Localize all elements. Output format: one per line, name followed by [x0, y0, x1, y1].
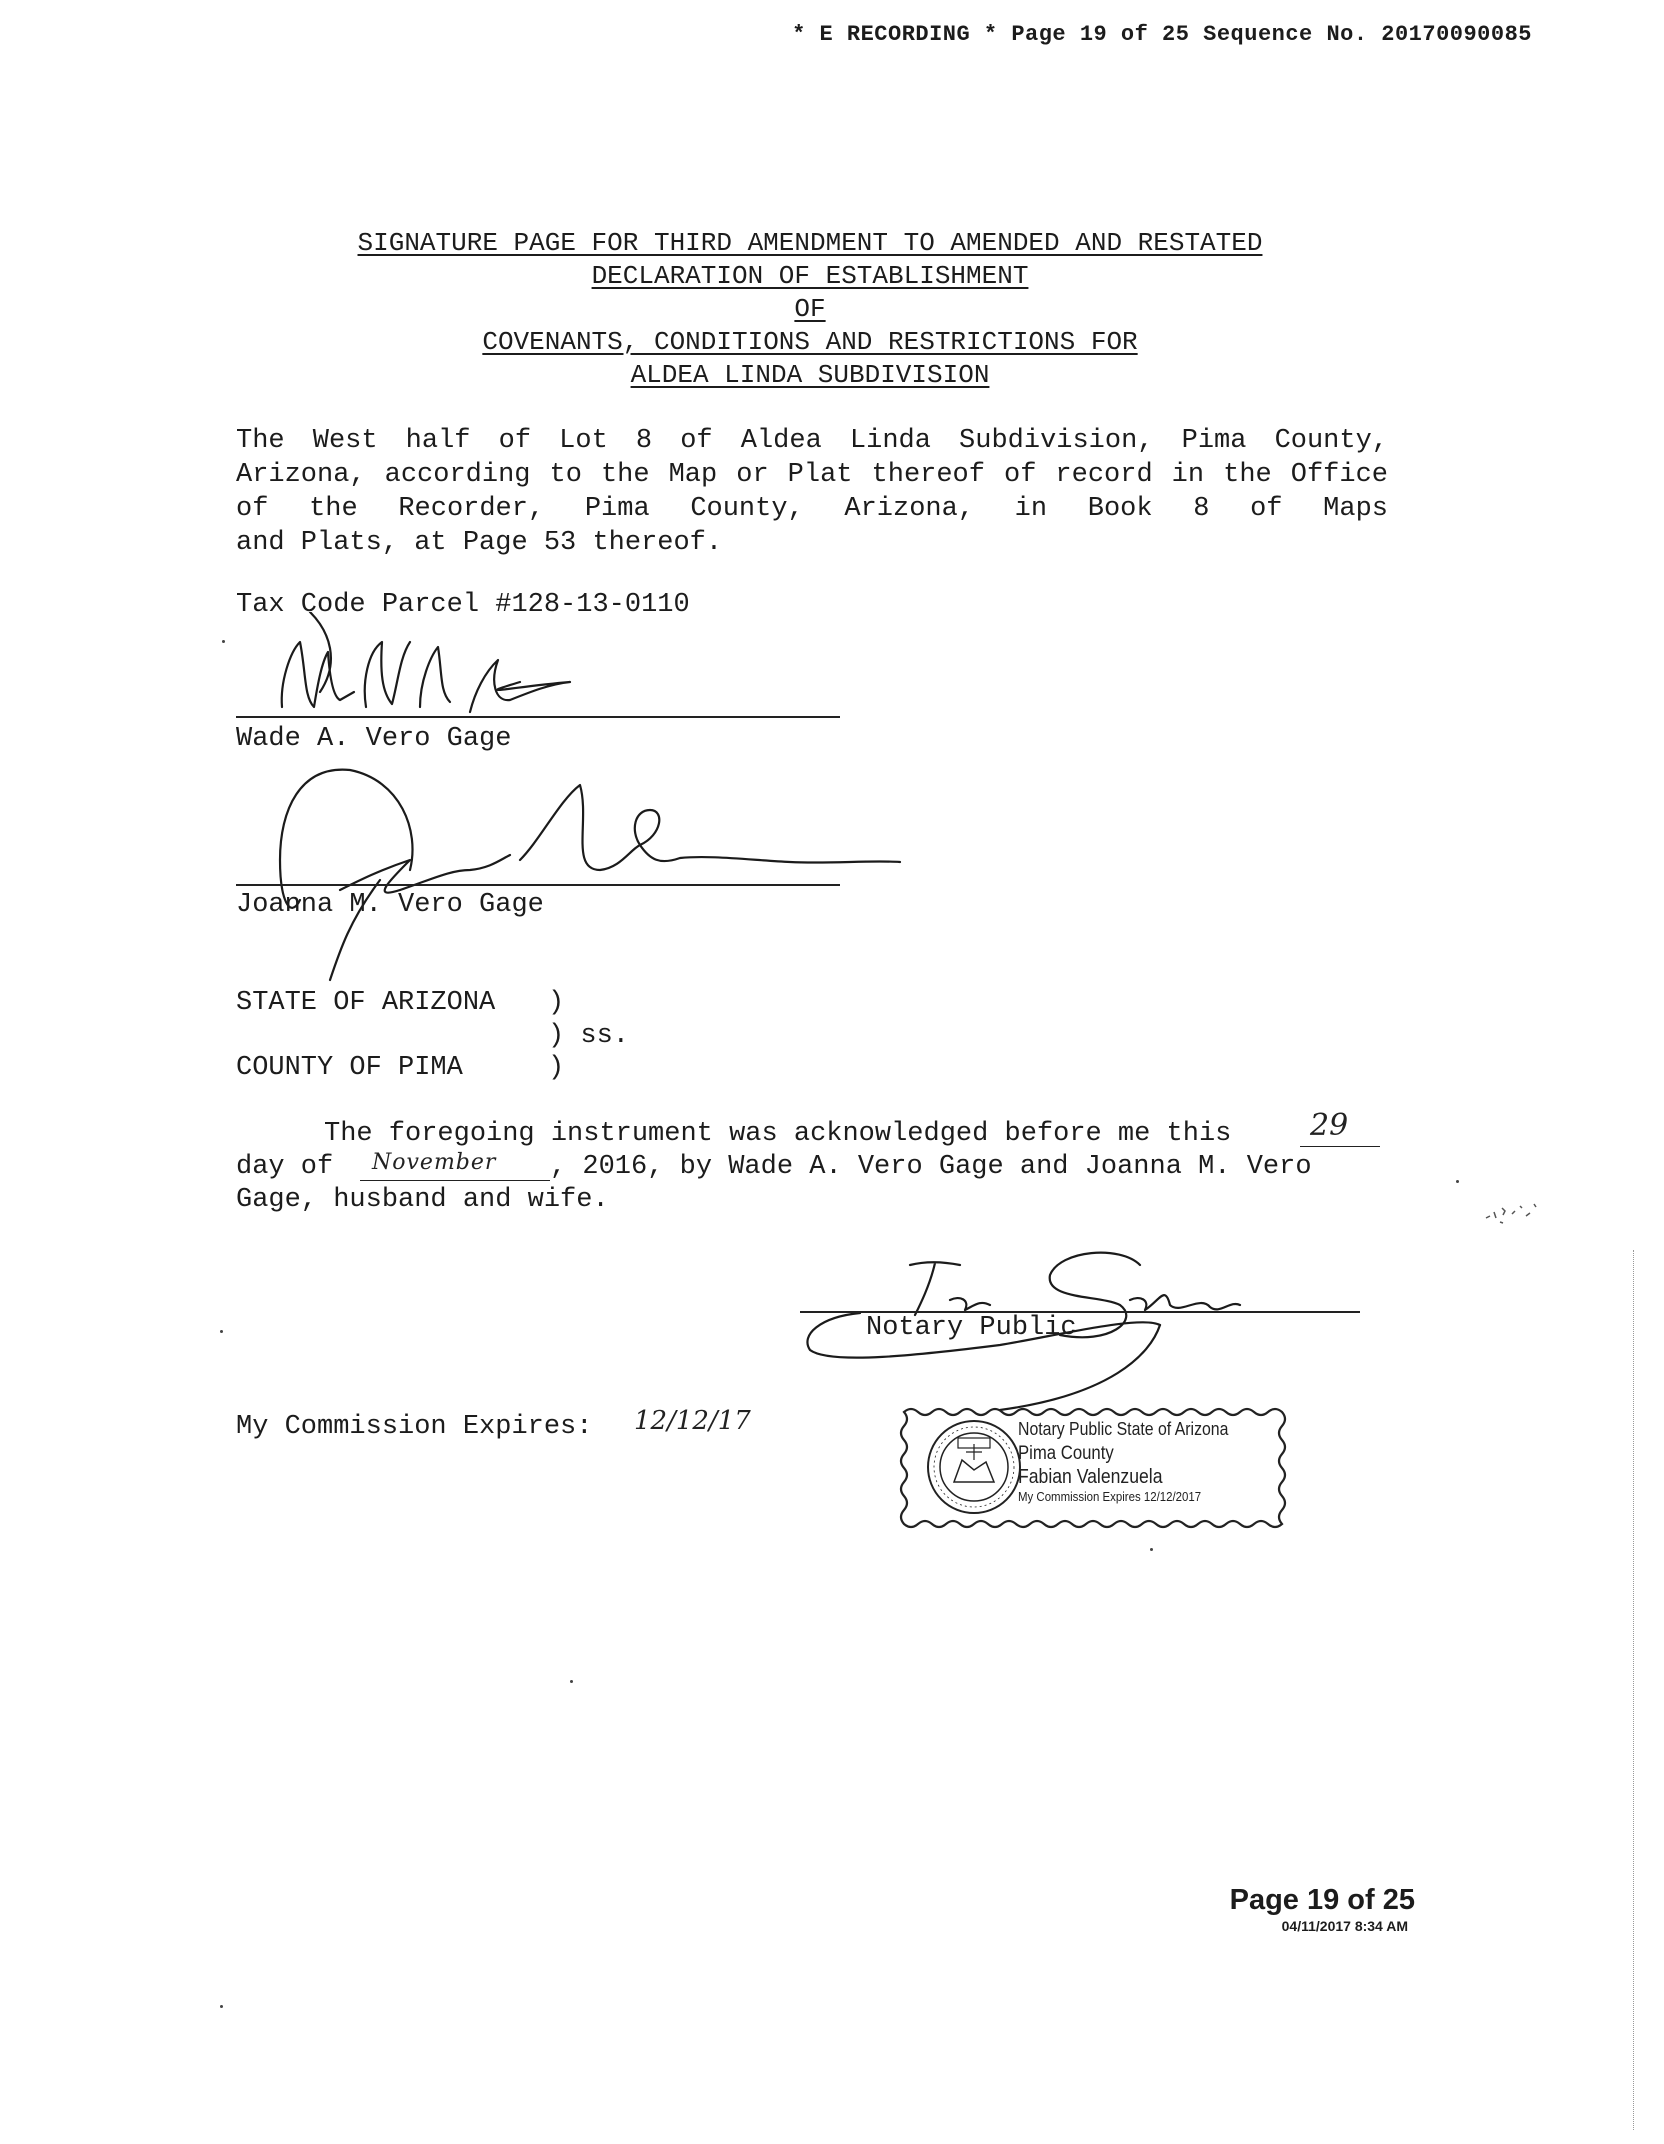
title-line-3: OF [794, 294, 826, 324]
signer-name-2: Joanna M. Vero Gage [236, 890, 544, 920]
stamp-line-4: My Commission Expires 12/12/2017 [1018, 1489, 1202, 1504]
signer-name-1: Wade A. Vero Gage [236, 724, 512, 754]
stamp-line-2: Pima County [1018, 1443, 1114, 1464]
commission-expires-date: 12/12/17 [634, 1406, 751, 1436]
stamp-line-3: Fabian Valenzuela [1018, 1466, 1163, 1488]
scan-speck [220, 1330, 223, 1333]
acknowledgment-day: 29 [1310, 1108, 1349, 1143]
footer-timestamp: 04/11/2017 8:34 AM [1281, 1918, 1408, 1934]
acknowledgment-line-3: Gage, husband and wife. [236, 1185, 609, 1215]
recording-header: * E RECORDING * Page 19 of 25 Sequence No. 20170090085 [792, 22, 1532, 47]
scan-noise [1480, 1190, 1580, 1240]
acknowledgment-month: November [372, 1150, 497, 1175]
signature-line-1 [236, 716, 840, 718]
venue-paren-3: ) [548, 1053, 565, 1083]
title-line-4: COVENANTS, CONDITIONS AND RESTRICTIONS FOR [482, 327, 1138, 357]
venue-county: COUNTY OF PIMA [236, 1053, 463, 1083]
month-blank-line [360, 1180, 550, 1181]
venue-ss: ) ss. [548, 1021, 630, 1051]
acknowledgment-day-of: day of [236, 1152, 334, 1182]
title-line-1: SIGNATURE PAGE FOR THIRD AMENDMENT TO AMENDED AND RESTATED [357, 228, 1263, 258]
acknowledgment-line-2: , 2016, by Wade A. Vero Gage and Joanna M. Vero [550, 1152, 1312, 1182]
day-blank-line [1300, 1146, 1380, 1147]
scan-speck [570, 1680, 573, 1683]
title-line-2: DECLARATION OF ESTABLISHMENT [591, 261, 1029, 291]
notary-public-label: Notary Public [866, 1313, 1077, 1343]
legal-description [236, 424, 1388, 560]
scan-speck [220, 2005, 223, 2008]
scan-speck [1150, 1548, 1153, 1551]
footer-page-number: Page 19 of 25 [1229, 1884, 1415, 1916]
signature-joanna [270, 750, 920, 990]
tax-code-parcel: Tax Code Parcel #128-13-0110 [236, 590, 690, 620]
legal-line-3: Office of the Recorder, Pima County, Arizona, in Book 8 of Maps [236, 460, 1388, 524]
scan-speck [222, 640, 225, 643]
scan-edge-line [1633, 1250, 1634, 2130]
legal-line-1: The West half of Lot 8 of Aldea Linda Subdivision, Pima County, [236, 426, 1388, 456]
legal-line-2: Arizona, according to the Map or Plat thereof of record in the [236, 460, 1272, 490]
venue-state: STATE OF ARIZONA [236, 988, 496, 1018]
venue-paren-1: ) [548, 988, 565, 1018]
commission-expires-label: My Commission Expires: [236, 1412, 593, 1442]
signature-wade [270, 612, 600, 732]
legal-line-4: and Plats, at Page 53 thereof. [236, 528, 723, 558]
signature-line-2 [236, 884, 840, 886]
scan-speck [1456, 1180, 1459, 1183]
acknowledgment-line-1: The foregoing instrument was acknowledged before me this [324, 1119, 1232, 1149]
title-line-5: ALDEA LINDA SUBDIVISION [630, 360, 990, 390]
stamp-line-1: Notary Public State of Arizona [1018, 1419, 1229, 1439]
